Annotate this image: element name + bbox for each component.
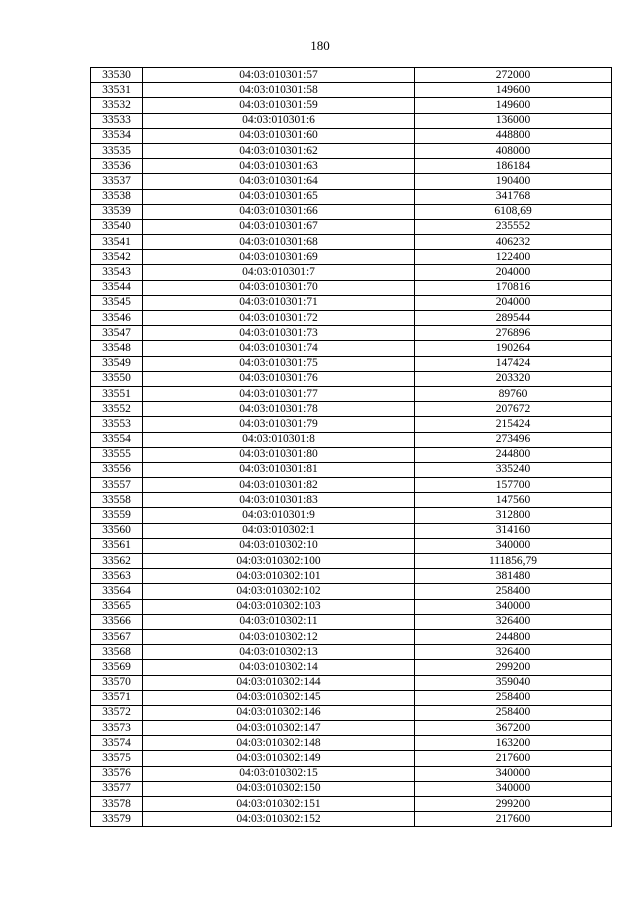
- row-number-cell: 33573: [91, 721, 143, 736]
- row-number-cell: 33575: [91, 751, 143, 766]
- value-cell: 244800: [415, 447, 612, 462]
- table-row: [91, 417, 612, 432]
- cadastral-number-cell: 04:03:010301:80: [143, 447, 415, 462]
- table-row: [91, 371, 612, 386]
- cadastral-value-table: [90, 67, 612, 827]
- cadastral-number-cell: 04:03:010301:63: [143, 159, 415, 174]
- cadastral-number-cell: 04:03:010301:57: [143, 68, 415, 83]
- row-number-cell: 33539: [91, 204, 143, 219]
- cadastral-number-cell: 04:03:010302:146: [143, 705, 415, 720]
- cadastral-number-cell: 04:03:010301:81: [143, 462, 415, 477]
- value-cell: 312800: [415, 508, 612, 523]
- table-row: [91, 83, 612, 98]
- table-row: [91, 721, 612, 736]
- row-number-cell: 33548: [91, 341, 143, 356]
- cadastral-number-cell: 04:03:010301:70: [143, 280, 415, 295]
- table-row: [91, 675, 612, 690]
- row-number-cell: 33543: [91, 265, 143, 280]
- row-number-cell: 33562: [91, 554, 143, 569]
- table-row: [91, 797, 612, 812]
- cadastral-number-cell: 04:03:010302:152: [143, 812, 415, 827]
- cadastral-number-cell: 04:03:010301:8: [143, 432, 415, 447]
- row-number-cell: 33534: [91, 128, 143, 143]
- value-cell: 340000: [415, 599, 612, 614]
- cadastral-number-cell: 04:03:010301:71: [143, 295, 415, 310]
- table-row: [91, 113, 612, 128]
- table-row: [91, 478, 612, 493]
- value-cell: 367200: [415, 721, 612, 736]
- table-row: [91, 705, 612, 720]
- value-cell: 235552: [415, 219, 612, 234]
- value-cell: 326400: [415, 614, 612, 629]
- cadastral-number-cell: 04:03:010301:77: [143, 386, 415, 401]
- cadastral-number-cell: 04:03:010301:6: [143, 113, 415, 128]
- row-number-cell: 33574: [91, 736, 143, 751]
- table-row: [91, 690, 612, 705]
- value-cell: 276896: [415, 326, 612, 341]
- table-row: [91, 766, 612, 781]
- cadastral-number-cell: 04:03:010301:65: [143, 189, 415, 204]
- table-row: [91, 462, 612, 477]
- row-number-cell: 33552: [91, 402, 143, 417]
- value-cell: 203320: [415, 371, 612, 386]
- row-number-cell: 33577: [91, 781, 143, 796]
- table-row: [91, 599, 612, 614]
- table-body: [91, 68, 612, 827]
- row-number-cell: 33541: [91, 235, 143, 250]
- value-cell: 381480: [415, 569, 612, 584]
- value-cell: 186184: [415, 159, 612, 174]
- value-cell: 326400: [415, 645, 612, 660]
- cadastral-number-cell: 04:03:010302:15: [143, 766, 415, 781]
- cadastral-number-cell: 04:03:010302:147: [143, 721, 415, 736]
- cadastral-number-cell: 04:03:010301:62: [143, 143, 415, 158]
- row-number-cell: 33547: [91, 326, 143, 341]
- page-number: 180: [310, 38, 330, 53]
- cadastral-number-cell: 04:03:010301:78: [143, 402, 415, 417]
- row-number-cell: 33559: [91, 508, 143, 523]
- row-number-cell: 33566: [91, 614, 143, 629]
- row-number-cell: 33553: [91, 417, 143, 432]
- row-number-cell: 33536: [91, 159, 143, 174]
- value-cell: 204000: [415, 265, 612, 280]
- table-row: [91, 812, 612, 827]
- value-cell: 147424: [415, 356, 612, 371]
- row-number-cell: 33549: [91, 356, 143, 371]
- table-row: [91, 326, 612, 341]
- cadastral-number-cell: 04:03:010301:82: [143, 478, 415, 493]
- row-number-cell: 33561: [91, 538, 143, 553]
- table-row: [91, 98, 612, 113]
- value-cell: 157700: [415, 478, 612, 493]
- value-cell: 408000: [415, 143, 612, 158]
- row-number-cell: 33569: [91, 660, 143, 675]
- value-cell: 149600: [415, 98, 612, 113]
- row-number-cell: 33540: [91, 219, 143, 234]
- table-row: [91, 159, 612, 174]
- row-number-cell: 33551: [91, 386, 143, 401]
- table-row: [91, 128, 612, 143]
- row-number-cell: 33545: [91, 295, 143, 310]
- value-cell: 190264: [415, 341, 612, 356]
- cadastral-number-cell: 04:03:010302:11: [143, 614, 415, 629]
- cadastral-number-cell: 04:03:010302:102: [143, 584, 415, 599]
- table-row: [91, 614, 612, 629]
- value-cell: 314160: [415, 523, 612, 538]
- cadastral-number-cell: 04:03:010301:7: [143, 265, 415, 280]
- cadastral-number-cell: 04:03:010302:101: [143, 569, 415, 584]
- row-number-cell: 33532: [91, 98, 143, 113]
- table-row: [91, 493, 612, 508]
- value-cell: 217600: [415, 751, 612, 766]
- value-cell: 359040: [415, 675, 612, 690]
- cadastral-number-cell: 04:03:010301:74: [143, 341, 415, 356]
- value-cell: 244800: [415, 629, 612, 644]
- table-row: [91, 341, 612, 356]
- row-number-cell: 33533: [91, 113, 143, 128]
- cadastral-number-cell: 04:03:010301:72: [143, 311, 415, 326]
- cadastral-number-cell: 04:03:010301:66: [143, 204, 415, 219]
- table-row: [91, 432, 612, 447]
- cadastral-number-cell: 04:03:010302:1: [143, 523, 415, 538]
- value-cell: 289544: [415, 311, 612, 326]
- table-row: [91, 356, 612, 371]
- row-number-cell: 33546: [91, 311, 143, 326]
- cadastral-number-cell: 04:03:010301:67: [143, 219, 415, 234]
- cadastral-number-cell: 04:03:010302:12: [143, 629, 415, 644]
- value-cell: 406232: [415, 235, 612, 250]
- value-cell: 147560: [415, 493, 612, 508]
- value-cell: 89760: [415, 386, 612, 401]
- table-row: [91, 569, 612, 584]
- table-row: [91, 265, 612, 280]
- cadastral-number-cell: 04:03:010301:60: [143, 128, 415, 143]
- value-cell: 335240: [415, 462, 612, 477]
- table-row: [91, 781, 612, 796]
- table-row: [91, 447, 612, 462]
- value-cell: 190400: [415, 174, 612, 189]
- row-number-cell: 33579: [91, 812, 143, 827]
- row-number-cell: 33564: [91, 584, 143, 599]
- table-row: [91, 629, 612, 644]
- table-row: [91, 645, 612, 660]
- cadastral-number-cell: 04:03:010301:64: [143, 174, 415, 189]
- row-number-cell: 33544: [91, 280, 143, 295]
- cadastral-number-cell: 04:03:010301:73: [143, 326, 415, 341]
- table-row: [91, 660, 612, 675]
- table-row: [91, 235, 612, 250]
- value-cell: 149600: [415, 83, 612, 98]
- table-row: [91, 386, 612, 401]
- cadastral-number-cell: 04:03:010302:14: [143, 660, 415, 675]
- cadastral-number-cell: 04:03:010301:75: [143, 356, 415, 371]
- cadastral-number-cell: 04:03:010302:100: [143, 554, 415, 569]
- value-cell: 341768: [415, 189, 612, 204]
- cadastral-number-cell: 04:03:010301:59: [143, 98, 415, 113]
- table-row: [91, 68, 612, 83]
- cadastral-number-cell: 04:03:010301:79: [143, 417, 415, 432]
- value-cell: 204000: [415, 295, 612, 310]
- cadastral-number-cell: 04:03:010302:148: [143, 736, 415, 751]
- table-row: [91, 554, 612, 569]
- table-row: [91, 584, 612, 599]
- value-cell: 340000: [415, 781, 612, 796]
- cadastral-number-cell: 04:03:010302:151: [143, 797, 415, 812]
- row-number-cell: 33542: [91, 250, 143, 265]
- table-row: [91, 736, 612, 751]
- cadastral-number-cell: 04:03:010301:69: [143, 250, 415, 265]
- value-cell: 136000: [415, 113, 612, 128]
- cadastral-number-cell: 04:03:010302:149: [143, 751, 415, 766]
- row-number-cell: 33576: [91, 766, 143, 781]
- cadastral-number-cell: 04:03:010302:13: [143, 645, 415, 660]
- row-number-cell: 33537: [91, 174, 143, 189]
- value-cell: 448800: [415, 128, 612, 143]
- cadastral-number-cell: 04:03:010301:9: [143, 508, 415, 523]
- row-number-cell: 33568: [91, 645, 143, 660]
- value-cell: 299200: [415, 660, 612, 675]
- table-row: [91, 280, 612, 295]
- row-number-cell: 33530: [91, 68, 143, 83]
- value-cell: 122400: [415, 250, 612, 265]
- row-number-cell: 33558: [91, 493, 143, 508]
- value-cell: 273496: [415, 432, 612, 447]
- table-row: [91, 523, 612, 538]
- table-row: [91, 250, 612, 265]
- row-number-cell: 33554: [91, 432, 143, 447]
- cadastral-number-cell: 04:03:010302:10: [143, 538, 415, 553]
- value-cell: 170816: [415, 280, 612, 295]
- table-row: [91, 508, 612, 523]
- table-row: [91, 751, 612, 766]
- row-number-cell: 33563: [91, 569, 143, 584]
- value-cell: 215424: [415, 417, 612, 432]
- row-number-cell: 33570: [91, 675, 143, 690]
- value-cell: 217600: [415, 812, 612, 827]
- cadastral-number-cell: 04:03:010302:145: [143, 690, 415, 705]
- cadastral-number-cell: 04:03:010302:150: [143, 781, 415, 796]
- value-cell: 111856,79: [415, 554, 612, 569]
- row-number-cell: 33550: [91, 371, 143, 386]
- table-row: [91, 174, 612, 189]
- value-cell: 207672: [415, 402, 612, 417]
- table-row: [91, 143, 612, 158]
- cadastral-number-cell: 04:03:010301:68: [143, 235, 415, 250]
- row-number-cell: 33571: [91, 690, 143, 705]
- table-row: [91, 538, 612, 553]
- value-cell: 340000: [415, 538, 612, 553]
- cadastral-number-cell: 04:03:010302:103: [143, 599, 415, 614]
- value-cell: 6108,69: [415, 204, 612, 219]
- value-cell: 340000: [415, 766, 612, 781]
- table-row: [91, 189, 612, 204]
- value-cell: 258400: [415, 584, 612, 599]
- row-number-cell: 33556: [91, 462, 143, 477]
- row-number-cell: 33560: [91, 523, 143, 538]
- value-cell: 258400: [415, 705, 612, 720]
- row-number-cell: 33555: [91, 447, 143, 462]
- row-number-cell: 33572: [91, 705, 143, 720]
- cadastral-number-cell: 04:03:010302:144: [143, 675, 415, 690]
- value-cell: 299200: [415, 797, 612, 812]
- table-row: [91, 311, 612, 326]
- table-row: [91, 204, 612, 219]
- row-number-cell: 33538: [91, 189, 143, 204]
- value-cell: 163200: [415, 736, 612, 751]
- row-number-cell: 33557: [91, 478, 143, 493]
- row-number-cell: 33578: [91, 797, 143, 812]
- cadastral-number-cell: 04:03:010301:83: [143, 493, 415, 508]
- table-row: [91, 402, 612, 417]
- row-number-cell: 33531: [91, 83, 143, 98]
- table-row: [91, 295, 612, 310]
- row-number-cell: 33565: [91, 599, 143, 614]
- row-number-cell: 33567: [91, 629, 143, 644]
- value-cell: 272000: [415, 68, 612, 83]
- cadastral-number-cell: 04:03:010301:58: [143, 83, 415, 98]
- table-row: [91, 219, 612, 234]
- row-number-cell: 33535: [91, 143, 143, 158]
- cadastral-number-cell: 04:03:010301:76: [143, 371, 415, 386]
- value-cell: 258400: [415, 690, 612, 705]
